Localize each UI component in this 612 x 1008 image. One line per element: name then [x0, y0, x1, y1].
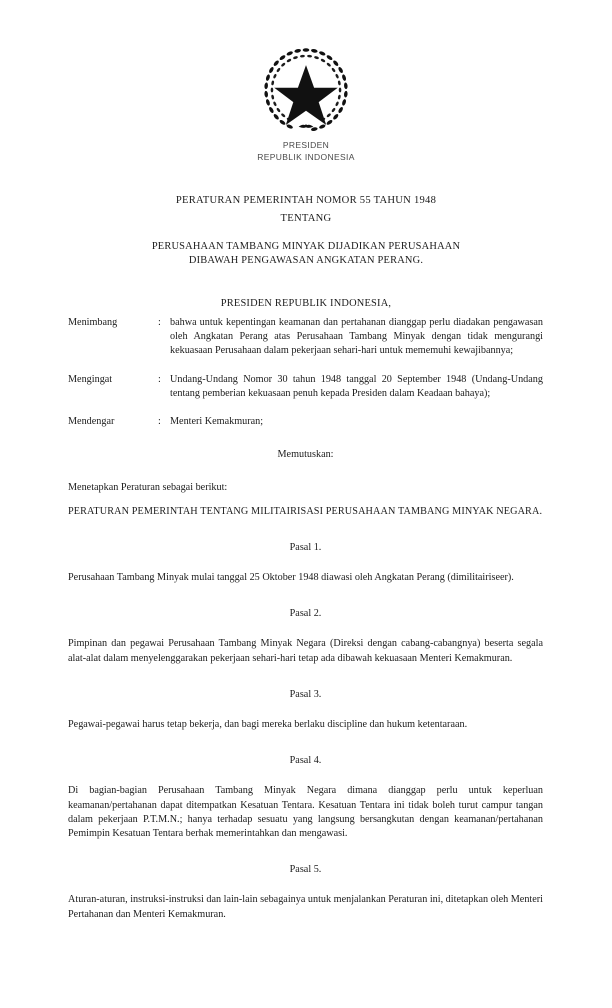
consideranda-block — [68, 316, 543, 429]
title-spacer — [0, 228, 612, 240]
clause-menimbang — [68, 316, 543, 359]
article-body: Di bagian-bagian Perusahaan Tambang Minyak Negara dimana dianggap perlu untuk keperluan keamanan/pertahanan dapat ditempatkan Kesatuan Tentara. Kesatuan Tentara ini tidak boleh turut campur tangan dalam pekerjaan P.T.M.N.; hanya terhadap sesuatu yang langsung bersangkutan dengan keamanan/pertahanan Pemimpin Kesatuan Tentara berhak memerintahkan dan mengawasi. — [68, 785, 543, 840]
clause-text: Undang-Undang Nomor 30 tahun 1948 tanggal 20 September 1948 (Undang-Undang tentang pemberian kekuasaan penuh kepada Presiden dalam Keadaan bahaya); — [170, 373, 543, 399]
letterhead-caption-line-2: REPUBLIK INDONESIA — [257, 151, 355, 162]
letterhead-caption-line-1: PRESIDEN — [282, 140, 330, 150]
memutuskan-heading: Memutuskan: — [277, 449, 334, 461]
article-heading: Pasal 5. — [289, 864, 322, 876]
article-body: Pimpinan dan pegawai Perusahaan Tambang Minyak Negara (Direksi dengan cabang-cabangnya) beserta segala alat-alat dalam menyelenggarakan pekerjaan sehari-hari tetap ada dibawah kekuasaan Menteri Kemakmuran. — [68, 638, 543, 664]
article-heading: Pasal 3. — [289, 688, 322, 700]
regulation-number-title: PERATURAN PEMERINTAH NOMOR 55 TAHUN 1948 — [175, 195, 437, 206]
article-heading: Pasal 4. — [289, 755, 322, 767]
clause-mendengar — [68, 415, 543, 429]
issuer-line: PRESIDEN REPUBLIK INDONESIA, — [220, 298, 392, 309]
article-body: Pegawai-pegawai harus tetap bekerja, dan bagi mereka berlaku discipline dan hukum ketentaraan. — [68, 719, 468, 731]
clause-label: Mendengar — [68, 416, 115, 428]
article-body: Aturan-aturan, instruksi-instruksi dan lain-lain sebagainya untuk menjalankan Peraturan ini, ditetapkan oleh Menteri Pertahanan dan Menteri Kemakmuran. — [68, 894, 543, 920]
clause-colon: : — [158, 373, 161, 385]
document-title-block — [0, 192, 612, 311]
clause-text: bahwa untuk kepentingan keamanan dan pertahanan dianggap perlu diadakan pengawasan oleh Angkatan Perang atas Perusahaan Tambang Minyak dengan tidak mengurangi kekuasaan Perusahaan dalam pekerjaan sehari-hari untuk mememuhi kewajibannya; — [170, 317, 543, 357]
article-pasal-3 — [68, 688, 543, 732]
clause-text: Menteri Kemakmuran; — [170, 416, 264, 428]
article-body: Perusahaan Tambang Minyak mulai tanggal 25 Oktober 1948 diawasi oleh Angkatan Perang (dimilitairiseer). — [68, 572, 514, 584]
enactment-title: PERATURAN PEMERINTAH TENTANG MILITAIRISASI PERUSAHAAN TAMBANG MINYAK NEGARA. — [68, 505, 543, 517]
garuda-star-wreath-emblem — [260, 44, 352, 136]
subject-line-1: PERUSAHAAN TAMBANG MINYAK DIJADIKAN PERUSAHAAN — [151, 241, 461, 252]
article-heading: Pasal 2. — [289, 608, 322, 620]
article-pasal-2 — [68, 607, 543, 666]
enactment-intro: Menetapkan Peraturan sebagai berikut: — [68, 482, 228, 494]
article-heading: Pasal 1. — [289, 541, 322, 553]
letterhead — [0, 0, 612, 163]
letterhead-caption — [0, 140, 612, 163]
article-pasal-4 — [68, 754, 543, 841]
clause-mengingat — [68, 373, 543, 401]
subject-line-2: DIBAWAH PENGAWASAN ANGKATAN PERANG. — [188, 254, 424, 266]
article-pasal-1 — [68, 541, 543, 585]
clause-colon: : — [158, 317, 161, 328]
article-pasal-5 — [68, 863, 543, 922]
document-body — [68, 316, 543, 922]
tentang-label: TENTANG — [280, 213, 332, 224]
clause-label: Mengingat — [68, 373, 113, 385]
clause-label: Menimbang — [68, 317, 118, 328]
clause-colon: : — [158, 416, 161, 428]
